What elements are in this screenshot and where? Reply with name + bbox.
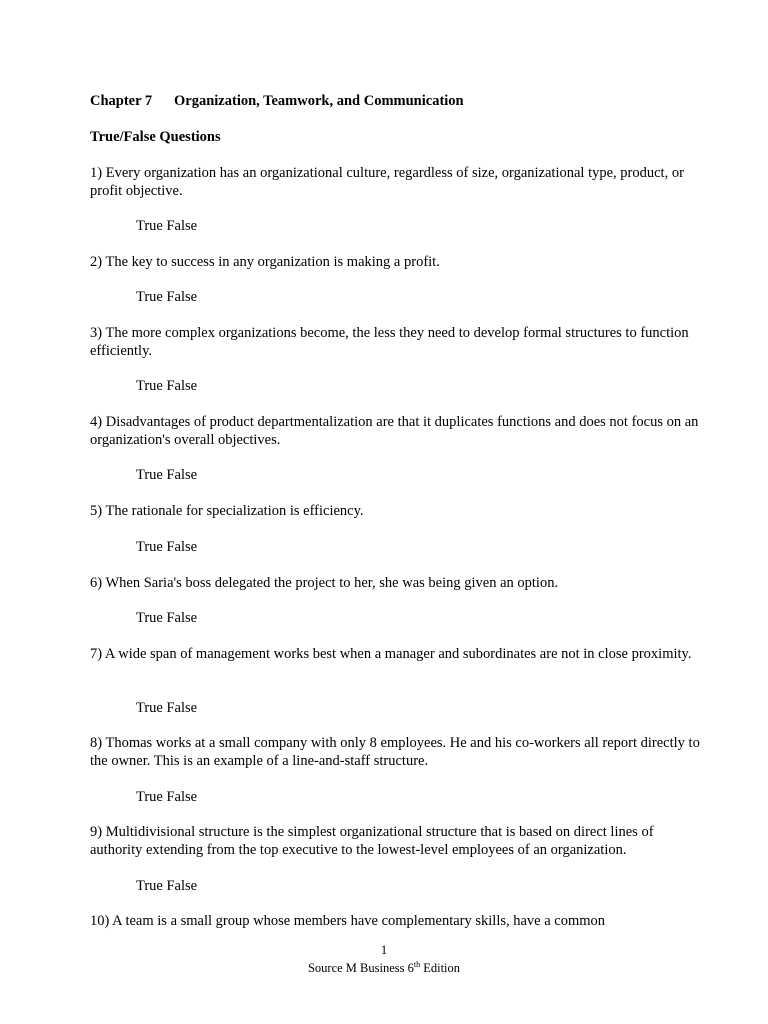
answer-options-9: True False [136, 878, 198, 894]
answer-options-8: True False [136, 789, 198, 805]
question-number: 3) [90, 325, 103, 341]
answer-options-4: True False [136, 467, 198, 483]
question-number: 9) [90, 824, 103, 840]
question-text: Disadvantages of product departmentalization are that it duplicates functions and does not focus on an organization's overall objectives. [90, 414, 699, 448]
chapter-title: Organization, Teamwork, and Communication [174, 93, 464, 109]
question-9 [90, 824, 700, 859]
answer-options-6: True False [136, 610, 198, 626]
question-text: The rationale for specialization is efficiency. [105, 503, 364, 519]
answer-options-1: True False [136, 218, 198, 234]
question-text: When Saria's boss delegated the project to her, she was being given an option. [105, 575, 559, 591]
question-text: A wide span of management works best when a manager and subordinates are not in close proximity. [104, 646, 692, 662]
question-4 [90, 414, 700, 449]
question-text: A team is a small group whose members have complementary skills, have a common [112, 913, 606, 929]
question-8 [90, 735, 700, 770]
question-number: 1) [90, 165, 103, 181]
footer-source [0, 961, 768, 976]
question-number: 5) [90, 503, 103, 519]
question-text: Multidivisional structure is the simplest organizational structure that is based on direct lines of authority extending from the top executive to the lowest-level employees of an organization. [90, 824, 654, 858]
question-text: The key to success in any organization is making a profit. [105, 254, 440, 270]
chapter-number: Chapter 7 [90, 93, 153, 109]
question-6 [90, 575, 700, 593]
page-number: 1 [380, 943, 388, 957]
footer-source-prefix: Source M Business 6 [307, 961, 414, 975]
question-1 [90, 165, 700, 200]
question-text: Every organization has an organizational culture, regardless of size, organizational type, product, or profit objective. [90, 165, 684, 199]
question-text: Thomas works at a small company with only 8 employees. He and his co-workers all report directly to the owner. This is an example of a line-and-staff structure. [90, 735, 700, 769]
question-2 [90, 254, 700, 272]
chapter-heading [90, 93, 464, 111]
question-number: 2) [90, 254, 103, 270]
section-title: True/False Questions [90, 129, 221, 145]
answer-options-7: True False [136, 700, 198, 716]
footer-source-suffix: Edition [420, 961, 461, 975]
question-number: 8) [90, 735, 103, 751]
question-number: 7) [90, 646, 103, 662]
answer-options-3: True False [136, 378, 198, 394]
question-5 [90, 503, 700, 521]
question-number: 4) [90, 414, 103, 430]
question-number: 10) [90, 913, 110, 929]
question-text: The more complex organizations become, the less they need to develop formal structures to function efficiently. [90, 325, 689, 359]
question-7 [90, 646, 700, 664]
answer-options-2: True False [136, 289, 198, 305]
question-3 [90, 325, 700, 360]
answer-options-5: True False [136, 539, 198, 555]
footer-source-superscript: th [413, 959, 421, 969]
question-number: 6) [90, 575, 103, 591]
question-10 [90, 913, 700, 931]
